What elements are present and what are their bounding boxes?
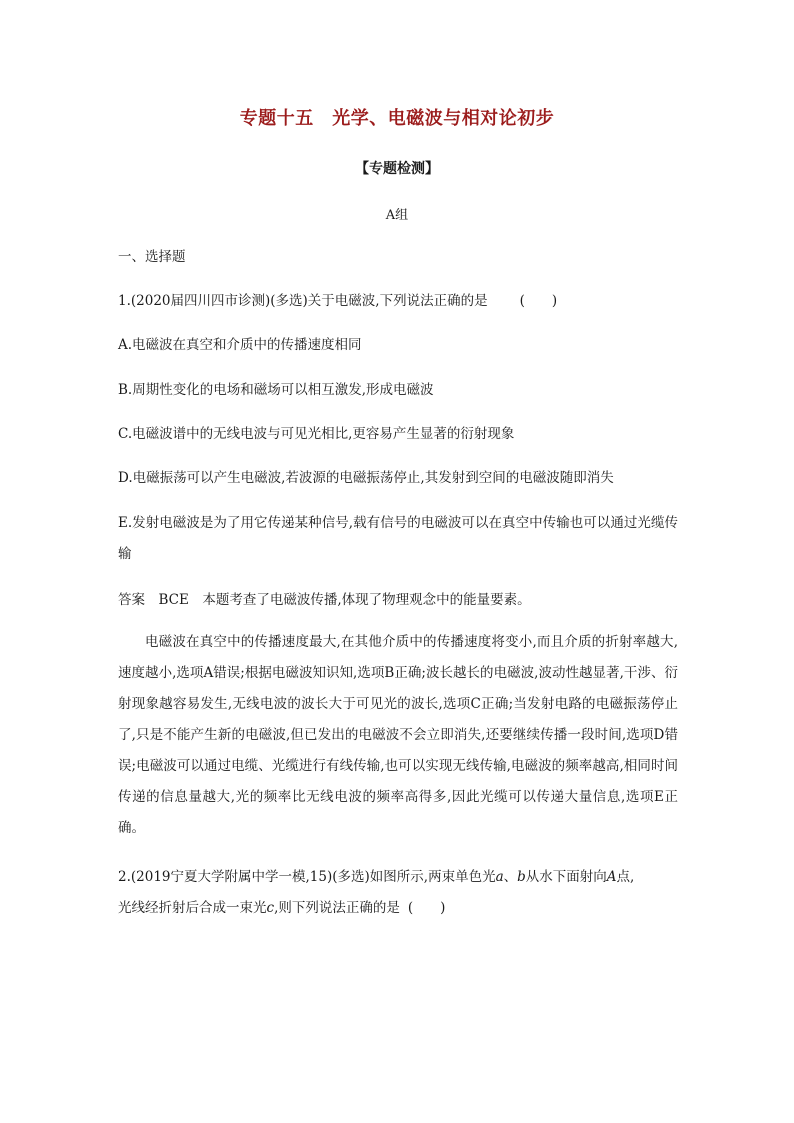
page-title: 专题十五 光学、电磁波与相对论初步 xyxy=(239,108,555,129)
q2-text-2: 从水下面射向 xyxy=(525,869,607,885)
question-1-text: 1.(2020届四川四市诊测)(多选)关于电磁波,下列说法正确的是 xyxy=(118,293,488,309)
question-2-stem-line1 xyxy=(118,866,678,888)
q2-light-a: a xyxy=(495,869,504,885)
q2-answer-paren: ( ) xyxy=(407,900,446,916)
explanation: 电磁波在真空中的传播速度最大,在其他介质中的传播速度将变小,而且介质的折射率越大,速度越小,选项A错误;根据电磁波知识知,选项B正确;波长越长的电磁波,波动性越显著,干涉、衍射现象越容易发生,无线电波的波长大于可见光的波长,选项C正确;当发射电路的电磁振荡停止了,只是不能产生新的电磁波,但已发出的电磁波不会立即消失,还要继续传播一段时间,选项D错误;电磁波可以通过电缆、光缆进行有线传输,也可以实现无线传输,电磁波的频率越高,相同时间传递的信息量越大,光的频率比无线电波的频率高得多,因此光缆可以传递大量信息,选项E正确。 xyxy=(118,634,678,836)
group-label: A组 xyxy=(385,208,409,223)
q2-light-c: c xyxy=(266,900,275,916)
q2-text-5: ,则下列说法正确的是 xyxy=(274,900,400,916)
option-b: B.周期性变化的电场和磁场可以相互激发,形成电磁波 xyxy=(118,382,434,398)
option-e: E.发射电磁波是为了用它传递某种信号,载有信号的电磁波可以在真空中传输也可以通过光缆传输 xyxy=(118,515,678,562)
section-header: 【专题检测】 xyxy=(355,161,439,177)
q2-sep: 、 xyxy=(503,869,518,885)
option-a: A.电磁波在真空和介质中的传播速度相同 xyxy=(118,337,362,353)
q2-text-3: 点, xyxy=(616,869,635,885)
answer-paren: ( ) xyxy=(519,293,558,309)
option-d: D.电磁振荡可以产生电磁波,若波源的电磁振荡停止,其发射到空间的电磁波随即消失 xyxy=(118,470,614,486)
answer-line: 答案 BCE 本题考查了电磁波传播,体现了物理观念中的能量要素。 xyxy=(118,592,531,608)
q2-text-1: 2.(2019宁夏大学附属中学一模,15)(多选)如图所示,两束单色光 xyxy=(118,869,496,885)
q2-light-b: b xyxy=(517,869,526,885)
question-1-stem xyxy=(118,290,678,312)
question-2-stem-line2 xyxy=(118,897,678,919)
q2-text-4: 光线经折射后合成一束光 xyxy=(118,900,267,916)
option-c: C.电磁波谱中的无线电波与可见光相比,更容易产生显著的衍射现象 xyxy=(118,426,515,442)
q2-point-a: A xyxy=(606,869,617,885)
part-label: 一、选择题 xyxy=(118,249,186,265)
